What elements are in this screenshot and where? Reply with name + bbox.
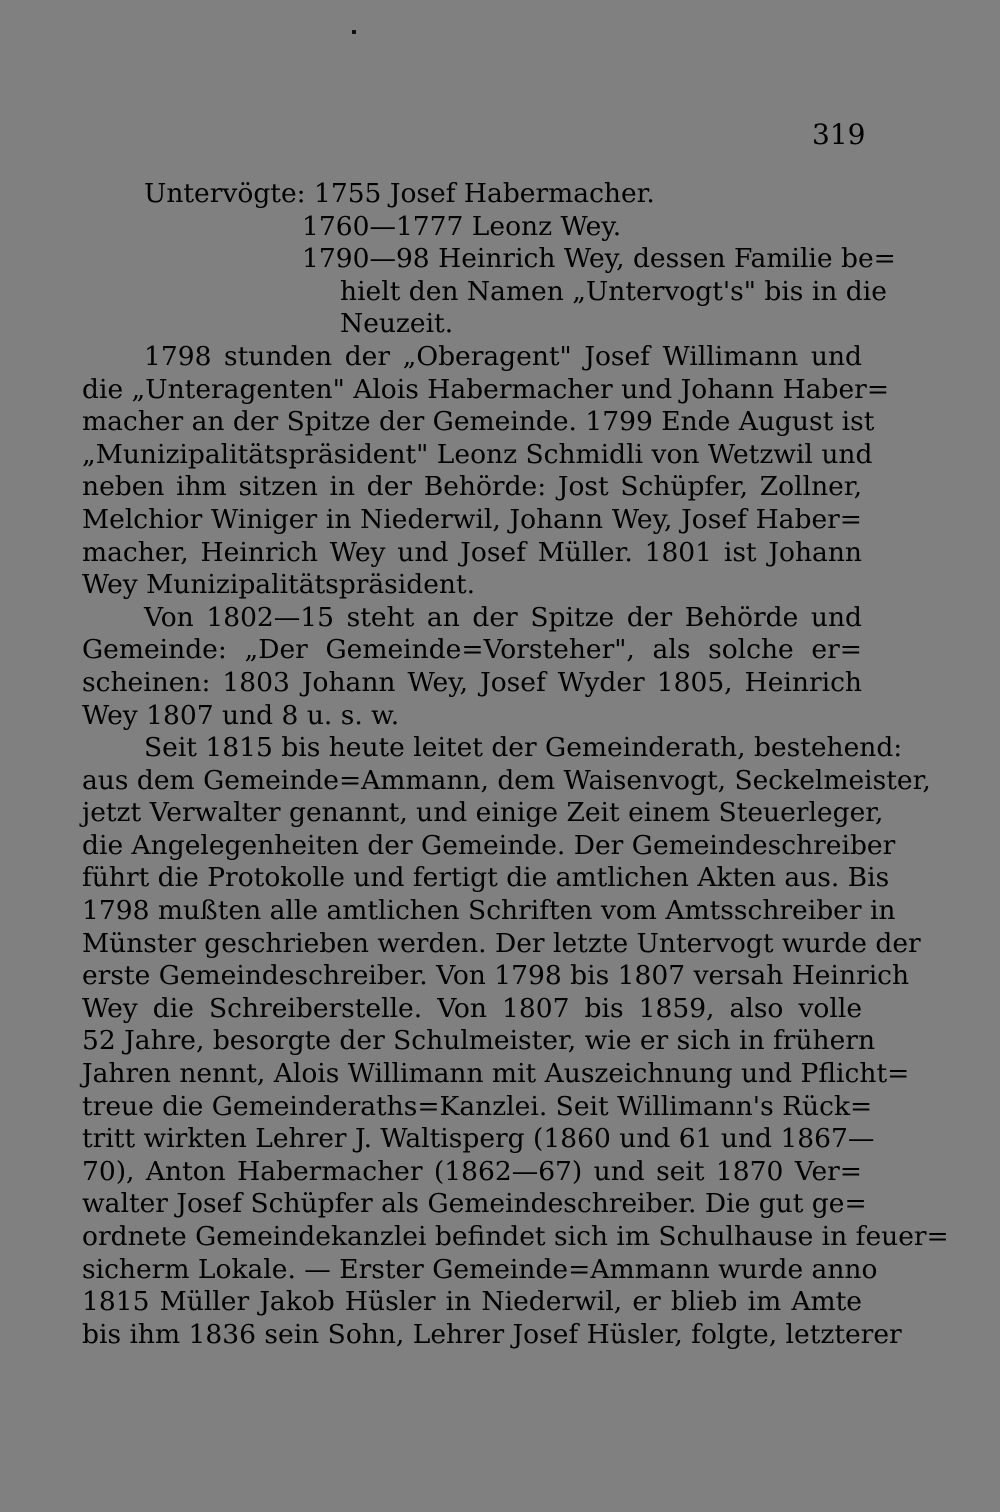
page-number: 319 (812, 118, 866, 151)
text-line: führt die Protokolle und fertigt die amtlichen Akten aus. Bis (82, 862, 890, 894)
text-line: 1760—1777 Leonz Wey. (302, 210, 622, 242)
text-line: scheinen: 1803 Johann Wey, Josef Wyder 1805, Heinrich (82, 666, 862, 698)
text-line: jetzt Verwalter genannt, und einige Zeit einem Steuerleger, (82, 797, 884, 829)
text-line: Von 1802—15 steht an der Spitze der Behörde und (144, 601, 862, 633)
text-line: macher an der Spitze der Gemeinde. 1799 Ende August ist (82, 406, 875, 438)
text-line: Melchior Winiger in Niederwil, Johann Wey, Josef Haber= (82, 503, 862, 535)
text-line: 70), Anton Habermacher (1862—67) und seit 1870 Ver= (82, 1155, 862, 1187)
text-line: 1798 mußten alle amtlichen Schriften vom Amtsschreiber in (82, 895, 896, 927)
text-line: ordnete Gemeindekanzlei befindet sich im Schulhause in feuer= (82, 1221, 949, 1252)
body-text (82, 178, 949, 1351)
text-line: Wey Munizipalitätspräsident. (82, 569, 476, 601)
text-line: „Munizipalitätspräsident" Leonz Schmidli von Wetzwil und (82, 438, 873, 470)
text-line: macher, Heinrich Wey und Josef Müller. 1801 ist Johann (82, 536, 862, 568)
text-line: 1798 stunden der „Oberagent" Josef Willimann und (144, 340, 862, 372)
text-line: Wey 1807 und 8 u. s. w. (82, 699, 400, 731)
text-line: erste Gemeindeschreiber. Von 1798 bis 1807 versah Heinrich (82, 960, 910, 992)
text-line: Jahren nennt, Alois Willimann mit Auszeichnung und Pflicht= (82, 1058, 910, 1090)
text-line: Wey die Schreiberstelle. Von 1807 bis 1859, also volle (82, 992, 862, 1024)
text-line: Gemeinde: „Der Gemeinde=Vorsteher", als solche er= (82, 634, 862, 666)
text-line: tritt wirkten Lehrer J. Waltisperg (1860 und 61 und 1867— (82, 1123, 875, 1155)
text-line: 52 Jahre, besorgte der Schulmeister, wie er sich in frühern (82, 1025, 876, 1057)
text-line: 1790—98 Heinrich Wey, dessen Familie be= (302, 243, 896, 275)
text-line: die „Unteragenten" Alois Habermacher und Johann Haber= (82, 373, 890, 405)
text-line: Seit 1815 bis heute leitet der Gemeinderath, bestehend: (144, 732, 903, 764)
text-line: Münster geschrieben werden. Der letzte Untervogt wurde der (82, 927, 921, 959)
text-line: sicherm Lokale. — Erster Gemeinde=Ammann wurde anno (82, 1253, 878, 1285)
text-line: treue die Gemeinderaths=Kanzlei. Seit Willimann's Rück= (82, 1090, 873, 1122)
text-line: Untervögte: 1755 Josef Habermacher. (144, 178, 655, 209)
text-line: die Angelegenheiten der Gemeinde. Der Gemeindeschreiber (82, 829, 896, 861)
text-line: hielt den Namen „Untervogt's" bis in die (340, 275, 887, 307)
text-line: walter Josef Schüpfer als Gemeindeschreiber. Die gut ge= (82, 1188, 867, 1220)
text-line: neben ihm sitzen in der Behörde: Jost Schüpfer, Zollner, (82, 471, 862, 503)
text-line: 1815 Müller Jakob Hüsler in Niederwil, er blieb im Amte (82, 1286, 862, 1318)
text-line: Neuzeit. (340, 308, 454, 340)
text-line: bis ihm 1836 sein Sohn, Lehrer Josef Hüsler, folgte, letzterer (82, 1318, 902, 1350)
print-speck (352, 30, 356, 34)
text-line: aus dem Gemeinde=Ammann, dem Waisenvogt, Seckelmeister, (82, 764, 931, 796)
